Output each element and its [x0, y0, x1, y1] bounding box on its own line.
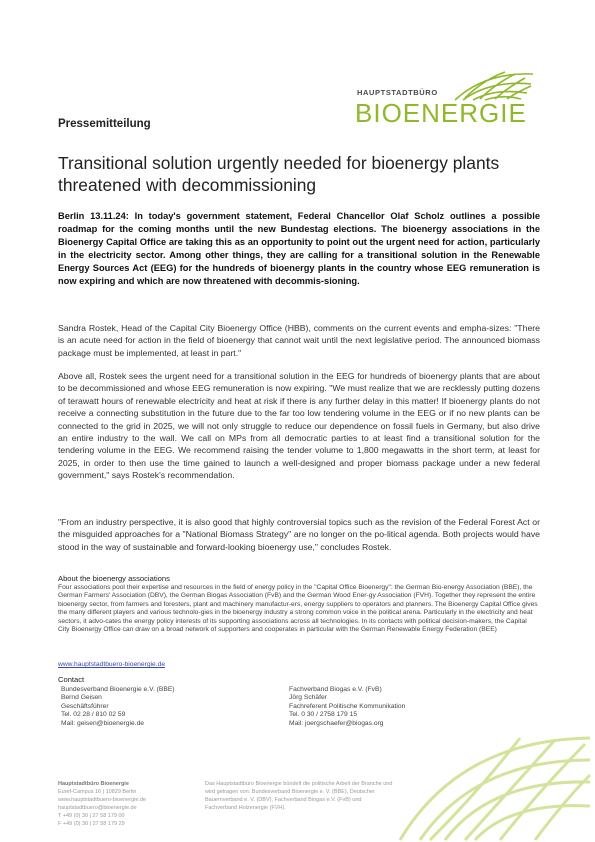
body-paragraph-2: Above all, Rostek sees the urgent need for a transitional solution in the EEG for hundreds of bioenergy plants that are about to be decommissioned and whose EEG remuneration is now expiring. "We must realize that we are recklessly putting dozens of terawatt hours of renewable electricity and heat at risk if there is any further delay in this matter! If bioenergy plants do not receive a connecting substitution in the future due to the far too low tendering volume in the EEG or if no new plants can be connected to the grid in 2025, we will not only struggle to reduce our dependence on fossil fuels in Germany, but also drive an entire industry to the wall. We call on MPs from all democratic parties to at least find a transitional solution for the tendering volume in the EEG. We recommend raising the tender volume to 1,800 megawatts in the short term, at least for 2025, in order to then use the time gained to launch a well-designed and proper biomass package under a new federal government," says Rostek's recommendation. — [58, 371, 540, 481]
about-text: Four associations pool their expertise and resources in the field of energy policy in the "Capital Office Bioenergy": the German Bio-energy Association (BBE), the German Farmers' Association (DBV), the German Biogas Association (FvB) and the German Wood Ener-gy Association (FVH). Together they represent the entire bioenergy sector, from farmers and foresters, plant and machinery manufactur-ers, energy suppliers to operators and planners. The Bioenergy Capital Office gives the many different players and various technolo-gies in the bioenergy industry a strong common voice in the political arena. Particularly in the electricity and heat sectors, it advo-cates the energy policy interests of its supporting associations across all technologies. In its contacts with political decision-makers, the Capital City Bioenergy Office can draw on a broad network of supporters and cooperates in particular with the German Renewable Energy Federation (BEE) — [58, 584, 538, 634]
footer-email[interactable]: hauptstadtbuero@bioenergie.de — [58, 805, 137, 812]
contact-left-email[interactable]: Mail: geisen@bioenergie.de — [61, 719, 145, 727]
footer-website[interactable]: www.hauptstadtbuero-bioenergie.de — [58, 797, 147, 804]
contact-right — [289, 686, 405, 728]
contact-heading: Contact — [58, 675, 85, 684]
body-paragraph-1: Sandra Rostek, Head of the Capital City Bioenergy Office (HBB), comments on the current events and empha-sizes: "There is an acute need for action in the field of bioenergy that cannot wait until the next legislative period. The announced biomass package must be implemented, at least in part." — [58, 323, 540, 358]
footer-street: Euref-Campus 16 | 10829 Berlin — [58, 789, 137, 796]
organization-logo — [355, 70, 540, 132]
contact-left-name: Bernd Geisen — [61, 694, 102, 702]
globe-watermark-icon — [390, 730, 595, 842]
contact-right-name: Jörg Schäfer — [289, 694, 327, 702]
website-link[interactable]: www.hauptstadtbuero-bioenergie.de — [58, 661, 166, 668]
contact-left-org: Bundesverband Bioenergie e.V. (BBE) — [61, 686, 175, 693]
body-paragraph-3: "From an industry perspective, it is also good that highly controversial topics such as the revision of the Federal Forest Act or the misguided approaches for a "National Biomass Strategy" are no longer on the po-litical agenda. Both projects would have stood in the way of sustainable and forward-looking bioenergy use," concludes Rostek. — [58, 517, 540, 552]
contact-left — [61, 686, 175, 728]
about-heading: About the bioenergy associations — [58, 574, 170, 583]
contact-right-phone: Tel. 0 30 / 2758 179 15 — [289, 711, 358, 719]
logo-wordmark: BIOENERGIE — [355, 98, 527, 128]
document-type-label: Pressemitteilung — [58, 118, 151, 130]
contact-left-role: Geschäftsführer — [61, 702, 109, 710]
footer-org-name: Hauptstadtbüro Bioenergie — [58, 781, 129, 787]
contact-right-org: Fachverband Biogas e.V. (FvB) — [289, 686, 382, 693]
contact-right-email[interactable]: Mail: joergschaefer@biogas.org — [289, 719, 384, 727]
contact-right-role: Fachreferent Politische Kommunikation — [289, 702, 406, 710]
lead-paragraph: Berlin 13.11.24: In today's government statement, Federal Chancellor Olaf Scholz outlines a possible roadmap for the coming months until the new Bundestag elections. The bioenergy associations in the Bioenergy Capital Office are taking this as an opportunity to point out the urgent need for action, particularly in the electricity sector. Among other things, they are calling for a transitional solution in the Renewable Energy Sources Act (EEG) for the hundreds of bioenergy plants in the country whose EEG remuneration is now expiring and which are now threatened with decommis-sioning. — [58, 211, 540, 286]
footer-fax: F +49 (0) 30 | 27 58 179 29 — [58, 821, 125, 828]
footer-description: Das Hauptstadtbüro Bioenergie bündelt die politische Arbeit der Branche und wird getragen von: Bundesverband Bioenergie e. V. (BBE), Deutscher Bauernverband e. V. (DBV), Fachverband Biogas e.V. (FvB) und Fachverband Holzenergie (FVH). — [205, 781, 393, 812]
contact-left-phone: Tel. 02 28 / 810 02 59 — [61, 711, 126, 719]
footer-phone: T +49 (0) 30 | 27 58 179 00 — [58, 813, 125, 820]
logo-subtitle: HAUPTSTADTBÜRO — [357, 88, 438, 97]
footer-address — [58, 780, 146, 829]
press-release-title: Transitional solution urgently needed for bioenergy plants threatened with decommissioning — [58, 153, 500, 195]
